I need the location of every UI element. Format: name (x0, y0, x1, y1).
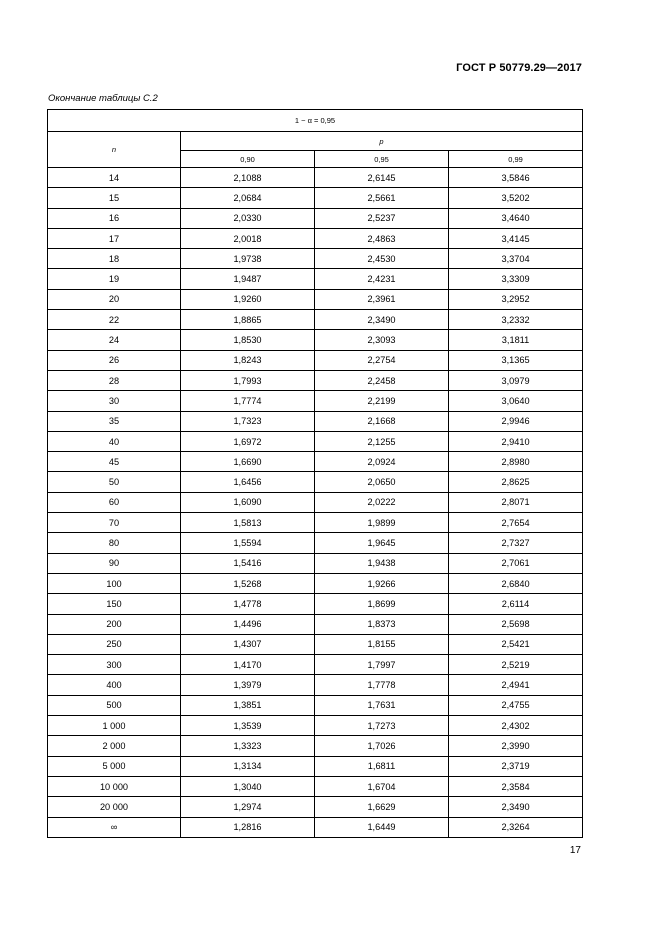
value-cell: 2,3961 (315, 289, 449, 309)
value-cell: 2,0018 (181, 228, 315, 248)
value-cell: 2,7061 (449, 553, 583, 573)
n-cell: 18 (48, 249, 181, 269)
table-row (48, 269, 583, 289)
n-cell: 80 (48, 533, 181, 553)
table-row (48, 370, 583, 390)
n-cell: 22 (48, 310, 181, 330)
value-cell: 3,4640 (449, 208, 583, 228)
table-row (48, 391, 583, 411)
value-cell: 1,6690 (181, 452, 315, 472)
value-cell: 1,6456 (181, 472, 315, 492)
value-cell: 1,7026 (315, 736, 449, 756)
table-row (48, 249, 583, 269)
page-number: 17 (569, 845, 581, 856)
value-cell: 2,3584 (449, 776, 583, 796)
value-cell: 1,7993 (181, 370, 315, 390)
n-cell: 500 (48, 695, 181, 715)
n-cell: 50 (48, 472, 181, 492)
value-cell: 1,3979 (181, 675, 315, 695)
table-row (48, 736, 583, 756)
n-cell: 90 (48, 553, 181, 573)
value-cell: 2,1255 (315, 431, 449, 451)
n-cell: 70 (48, 513, 181, 533)
value-cell: 3,4145 (449, 228, 583, 248)
value-cell: 1,9266 (315, 573, 449, 593)
value-cell: 1,2816 (181, 817, 315, 837)
value-cell: 1,3539 (181, 716, 315, 736)
table-body (48, 168, 583, 838)
value-cell: 1,4307 (181, 634, 315, 654)
table-row (48, 310, 583, 330)
p-column-header: 0,95 (315, 151, 449, 168)
table-row (48, 431, 583, 451)
value-cell: 2,5219 (449, 655, 583, 675)
value-cell: 1,4496 (181, 614, 315, 634)
value-cell: 2,4231 (315, 269, 449, 289)
table-row (48, 168, 583, 188)
value-cell: 2,1668 (315, 411, 449, 431)
n-cell: 15 (48, 188, 181, 208)
value-cell: 1,3134 (181, 756, 315, 776)
value-cell: 2,3490 (449, 797, 583, 817)
table-row (48, 228, 583, 248)
value-cell: 1,6090 (181, 492, 315, 512)
n-cell: 100 (48, 573, 181, 593)
n-cell: 250 (48, 634, 181, 654)
value-cell: 2,6145 (315, 168, 449, 188)
value-cell: 2,4941 (449, 675, 583, 695)
value-cell: 2,5661 (315, 188, 449, 208)
value-cell: 1,5594 (181, 533, 315, 553)
table-row (48, 817, 583, 837)
document-code: ГОСТ Р 50779.29—2017 (456, 62, 582, 74)
value-cell: 2,3264 (449, 817, 583, 837)
table-row (48, 756, 583, 776)
value-cell: 1,7323 (181, 411, 315, 431)
value-cell: 2,6840 (449, 573, 583, 593)
value-cell: 3,0640 (449, 391, 583, 411)
value-cell: 2,5421 (449, 634, 583, 654)
n-cell: 28 (48, 370, 181, 390)
value-cell: 1,5813 (181, 513, 315, 533)
table-row (48, 594, 583, 614)
value-cell: 1,7774 (181, 391, 315, 411)
n-cell: 150 (48, 594, 181, 614)
table-caption: Окончание таблицы С.2 (48, 93, 158, 104)
value-cell: 2,2458 (315, 370, 449, 390)
table-row (48, 614, 583, 634)
table-row (48, 533, 583, 553)
value-cell: 2,5237 (315, 208, 449, 228)
p-column-header: 0,99 (449, 151, 583, 168)
value-cell: 1,6449 (315, 817, 449, 837)
table-row (48, 472, 583, 492)
p-column-header: 0,90 (181, 151, 315, 168)
n-cell: 200 (48, 614, 181, 634)
n-cell: 19 (48, 269, 181, 289)
value-cell: 2,0330 (181, 208, 315, 228)
value-cell: 3,5202 (449, 188, 583, 208)
table-row (48, 411, 583, 431)
value-cell: 2,9410 (449, 431, 583, 451)
value-cell: 1,9487 (181, 269, 315, 289)
value-cell: 3,0979 (449, 370, 583, 390)
value-cell: 3,3309 (449, 269, 583, 289)
value-cell: 1,9738 (181, 249, 315, 269)
table-row (48, 289, 583, 309)
value-cell: 1,6704 (315, 776, 449, 796)
value-cell: 2,1088 (181, 168, 315, 188)
table-row (48, 553, 583, 573)
value-cell: 1,6629 (315, 797, 449, 817)
n-cell: 300 (48, 655, 181, 675)
table-row (48, 776, 583, 796)
value-cell: 2,4302 (449, 716, 583, 736)
value-cell: 3,2952 (449, 289, 583, 309)
value-cell: 3,1811 (449, 330, 583, 350)
value-cell: 1,4778 (181, 594, 315, 614)
value-cell: 2,0222 (315, 492, 449, 512)
confidence-level-header: 1 − α = 0,95 (48, 110, 583, 132)
value-cell: 1,8243 (181, 350, 315, 370)
value-cell: 1,5268 (181, 573, 315, 593)
data-table (47, 109, 583, 838)
table-row (48, 634, 583, 654)
value-cell: 1,8155 (315, 634, 449, 654)
table-row (48, 655, 583, 675)
value-cell: 2,5698 (449, 614, 583, 634)
value-cell: 2,6114 (449, 594, 583, 614)
table-row (48, 573, 583, 593)
value-cell: 1,9645 (315, 533, 449, 553)
value-cell: 2,0650 (315, 472, 449, 492)
p-group-header: p (181, 132, 583, 151)
value-cell: 1,8373 (315, 614, 449, 634)
value-cell: 1,4170 (181, 655, 315, 675)
value-cell: 2,3093 (315, 330, 449, 350)
value-cell: 2,4530 (315, 249, 449, 269)
value-cell: 1,7997 (315, 655, 449, 675)
table-row (48, 330, 583, 350)
n-cell: 40 (48, 431, 181, 451)
value-cell: 1,7273 (315, 716, 449, 736)
n-cell: 24 (48, 330, 181, 350)
value-cell: 1,9438 (315, 553, 449, 573)
n-cell: 10 000 (48, 776, 181, 796)
table-row (48, 350, 583, 370)
value-cell: 2,0684 (181, 188, 315, 208)
n-cell: 5 000 (48, 756, 181, 776)
table-row (48, 797, 583, 817)
n-cell: 60 (48, 492, 181, 512)
value-cell: 1,9899 (315, 513, 449, 533)
table-row (48, 492, 583, 512)
value-cell: 1,9260 (181, 289, 315, 309)
value-cell: 1,6811 (315, 756, 449, 776)
value-cell: 3,3704 (449, 249, 583, 269)
n-cell: 20 000 (48, 797, 181, 817)
value-cell: 2,4863 (315, 228, 449, 248)
n-cell: 20 (48, 289, 181, 309)
n-cell: 17 (48, 228, 181, 248)
value-cell: 2,7327 (449, 533, 583, 553)
value-cell: 2,2754 (315, 350, 449, 370)
value-cell: 2,9946 (449, 411, 583, 431)
value-cell: 1,8865 (181, 310, 315, 330)
n-cell: 16 (48, 208, 181, 228)
table-row (48, 513, 583, 533)
value-cell: 1,6972 (181, 431, 315, 451)
value-cell: 2,7654 (449, 513, 583, 533)
n-cell: 2 000 (48, 736, 181, 756)
value-cell: 1,2974 (181, 797, 315, 817)
table-row (48, 208, 583, 228)
value-cell: 2,3719 (449, 756, 583, 776)
n-cell: 45 (48, 452, 181, 472)
value-cell: 2,2199 (315, 391, 449, 411)
n-cell: 400 (48, 675, 181, 695)
table-row (48, 188, 583, 208)
value-cell: 2,8625 (449, 472, 583, 492)
value-cell: 2,3990 (449, 736, 583, 756)
table-row (48, 695, 583, 715)
value-cell: 2,8071 (449, 492, 583, 512)
value-cell: 3,1365 (449, 350, 583, 370)
n-cell: 26 (48, 350, 181, 370)
value-cell: 1,3040 (181, 776, 315, 796)
n-column-header: n (48, 132, 181, 168)
value-cell: 1,7631 (315, 695, 449, 715)
table-row (48, 675, 583, 695)
value-cell: 2,4755 (449, 695, 583, 715)
value-cell: 1,7778 (315, 675, 449, 695)
n-cell: 35 (48, 411, 181, 431)
value-cell: 2,8980 (449, 452, 583, 472)
n-cell: 30 (48, 391, 181, 411)
value-cell: 1,5416 (181, 553, 315, 573)
n-cell: 1 000 (48, 716, 181, 736)
value-cell: 1,8699 (315, 594, 449, 614)
value-cell: 2,3490 (315, 310, 449, 330)
value-cell: 1,3323 (181, 736, 315, 756)
n-cell: ∞ (48, 817, 181, 837)
value-cell: 3,5846 (449, 168, 583, 188)
table-row (48, 716, 583, 736)
value-cell: 1,8530 (181, 330, 315, 350)
n-cell: 14 (48, 168, 181, 188)
value-cell: 1,3851 (181, 695, 315, 715)
value-cell: 3,2332 (449, 310, 583, 330)
table-row (48, 452, 583, 472)
value-cell: 2,0924 (315, 452, 449, 472)
